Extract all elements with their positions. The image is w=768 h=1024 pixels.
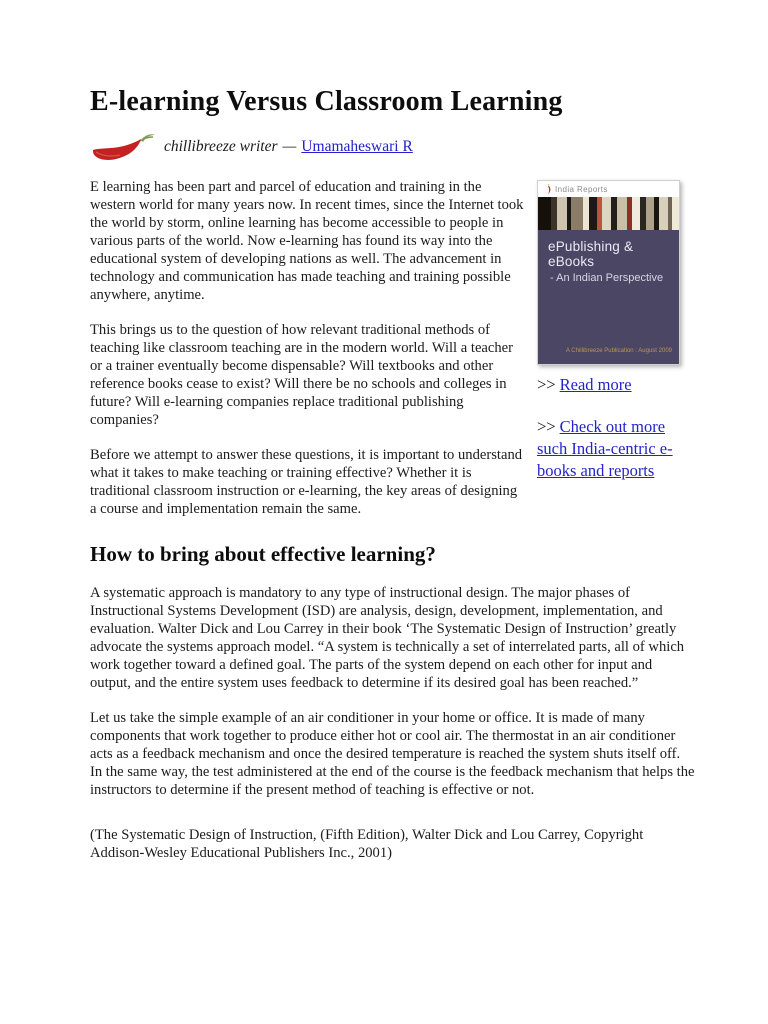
author-link[interactable]: Umamaheswari R	[301, 138, 413, 155]
citation: (The Systematic Design of Instruction, (Fifth Edition), Walter Dick and Lou Carrey, Copyright Addison-Wesley Educational Publishers Inc., 2001)	[90, 827, 644, 861]
ebook-cover	[537, 180, 680, 365]
more-ebooks-prefix: >>	[537, 417, 556, 436]
chillibreeze-chilli-icon	[90, 132, 156, 162]
paragraph-before-we-attempt: Before we attempt to answer these questions, it is important to understand what it takes to make teaching or training effective? Whether it is traditional classroom instruction or e-learning, the key areas of designing a course and implementation remain the same.	[90, 447, 523, 517]
byline-separator: —	[282, 138, 297, 155]
read-more-link[interactable]: Read more	[559, 375, 632, 394]
section-heading: How to bring about effective learning?	[90, 542, 436, 566]
cover-imprint: A Chillibreeze Publication : August 2009	[565, 348, 672, 354]
page-title: E-learning Versus Classroom Learning	[90, 86, 563, 117]
more-ebooks-row	[537, 416, 689, 482]
cover-subtitle: - An Indian Perspective	[550, 272, 664, 284]
paragraph-intro: E learning has been part and parcel of education and training in the western world for many years now. In recent times, since the Internet took the world by storm, online learning has become accessible to people in various parts of the world. Now e-learning has found its way into the educational system of developing nations as well. The advancement in technology and communication has made teaching and training possible anywhere, anytime.	[90, 179, 524, 303]
read-more-row	[537, 374, 689, 396]
read-more-prefix: >>	[537, 375, 556, 394]
paragraph-questions: This brings us to the question of how relevant traditional methods of teaching like classroom teaching are in the modern world. Will a teacher or a trainer eventually become dispensable? Will textbooks and other reference books cease to exist? Will there be no schools and colleges in future? Will e-learning companies replace traditional publishing companies?	[90, 322, 514, 428]
byline-text: chillibreeze writer	[164, 138, 278, 155]
sidebar	[537, 180, 695, 482]
paragraph-air-conditioner: Let us take the simple example of an air conditioner in your home or office. It is made of many components that work together to produce either hot or cool air. The thermostat in an air conditioner acts as a feedback mechanism and once the desired temperature is reached the system shuts itself off. In the same way, the test administered at the end of the course is the feedback mechanism that helps the instructors to determine if the present method of teaching is effective or not.	[90, 710, 695, 798]
byline	[90, 132, 695, 162]
cover-masthead	[538, 181, 679, 197]
paragraph-systematic-approach: A systematic approach is mandatory to any type of instructional design. The major phases of Instructional Systems Development (ISD) are analysis, design, development, implementation, and evaluation. Walter Dick and Lou Carrey in their book ‘The Systematic Design of Instruction’ greatly advocate the systems approach model. “A system is technically a set of interrelated parts, all of which work together toward a defined goal. The parts of the system depend on each other for input and output, and the entire system uses feedback to determine if its desired goal has been reached.”	[90, 585, 685, 691]
cover-body	[538, 230, 679, 364]
cover-title: ePublishing & eBooks	[548, 239, 634, 269]
book-spines-photo	[538, 197, 679, 230]
masthead-chilli-icon	[545, 183, 553, 195]
more-ebooks-link[interactable]: Check out more such India-centric e-books and reports	[537, 417, 673, 480]
cover-masthead-label: India Reports	[555, 184, 608, 194]
sidebar-links	[537, 374, 689, 482]
